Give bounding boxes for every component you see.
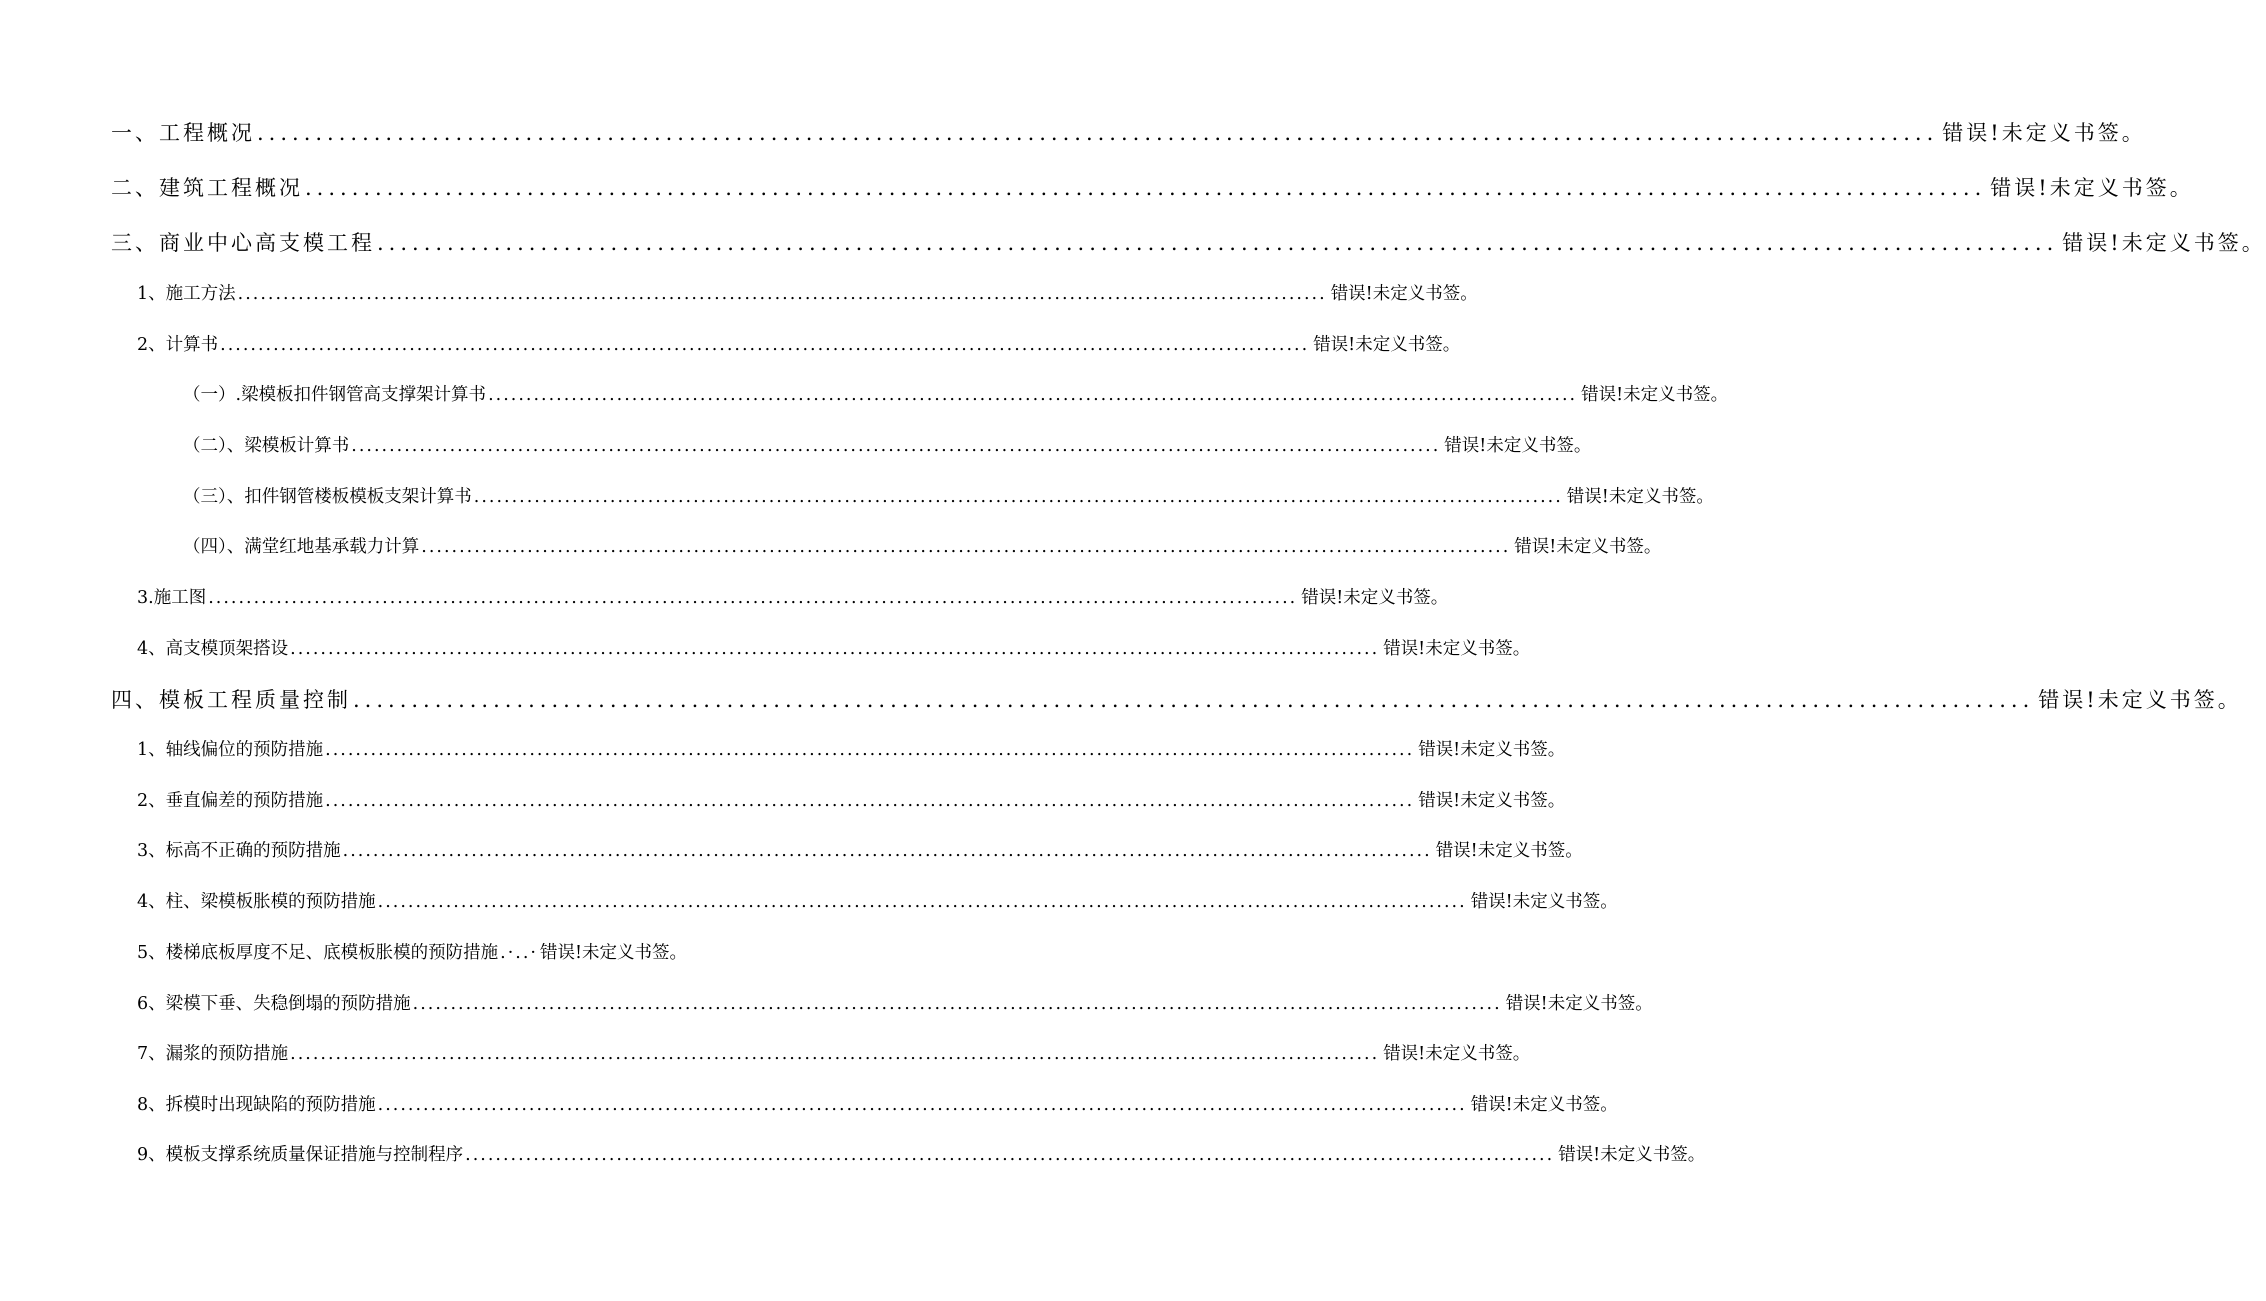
toc-dot-leader: ................................................................................................................................................ bbox=[305, 176, 1987, 200]
toc-entry-title: 9、模板支撑系统质量保证措施与控制程序 bbox=[137, 1145, 464, 1165]
toc-entry-title: 三、商业中心高支模工程 bbox=[111, 231, 375, 255]
toc-entry-level2[interactable] bbox=[137, 1040, 1531, 1065]
toc-dot-leader: ................................................................................................................................................ bbox=[377, 892, 1467, 912]
toc-dot-leader: .·..· bbox=[500, 943, 538, 963]
toc-entry-level2[interactable] bbox=[137, 331, 1461, 356]
toc-entry-title: 3.施工图 bbox=[137, 588, 207, 608]
toc-page-ref: 错误!未定义书签。 bbox=[1566, 487, 1714, 507]
toc-entry-level3[interactable] bbox=[183, 533, 1662, 558]
toc-entry-level2[interactable] bbox=[137, 736, 1566, 761]
toc-entry-title: 4、柱、梁模板胀模的预防措施 bbox=[137, 892, 376, 912]
toc-entry-title: 二、建筑工程概况 bbox=[111, 176, 303, 200]
toc-entry-title: 8、拆模时出现缺陷的预防措施 bbox=[137, 1095, 376, 1115]
toc-page-ref: 错误!未定义书签。 bbox=[1558, 1145, 1706, 1165]
toc-entry-level1[interactable] bbox=[111, 684, 2242, 714]
toc-page-ref: 错误!未定义书签。 bbox=[1418, 740, 1566, 760]
toc-page-ref: 错误!未定义书签。 bbox=[1383, 1044, 1531, 1064]
toc-entry-title: 6、梁模下垂、失稳倒塌的预防措施 bbox=[137, 994, 411, 1014]
toc-dot-leader: ................................................................................................................................................ bbox=[237, 284, 1327, 304]
toc-entry-title: 1、施工方法 bbox=[137, 284, 236, 304]
toc-entry-level2[interactable] bbox=[137, 939, 812, 964]
toc-entry-level2[interactable] bbox=[137, 635, 1531, 660]
toc-entry-level2[interactable] bbox=[137, 787, 1566, 812]
toc-entry-level2[interactable] bbox=[137, 888, 1618, 913]
toc-page-ref: 错误!未定义书签。 bbox=[1301, 588, 1449, 608]
toc-dot-leader: ................................................................................................................................................ bbox=[473, 487, 1563, 507]
toc-entry-level2[interactable] bbox=[137, 837, 1583, 862]
toc-dot-leader: ................................................................................................................................................ bbox=[325, 791, 1415, 811]
toc-entry-level2[interactable] bbox=[137, 280, 1478, 305]
toc-dot-leader: ................................................................................................................................................ bbox=[290, 639, 1380, 659]
toc-page-ref: 错误!未定义书签。 bbox=[1313, 335, 1461, 355]
toc-entry-level3[interactable] bbox=[183, 483, 1714, 508]
toc-entry-title: 4、高支模顶架搭设 bbox=[137, 639, 289, 659]
toc-dot-leader: ................................................................................................................................................ bbox=[353, 688, 2035, 712]
toc-entry-level1[interactable] bbox=[111, 227, 2266, 257]
toc-page-ref: 错误!未定义书签。 bbox=[1581, 385, 1729, 405]
toc-dot-leader: ................................................................................................................................................ bbox=[488, 385, 1578, 405]
toc-page-ref: 错误!未定义书签。 bbox=[1470, 892, 1618, 912]
toc-dot-leader: ................................................................................................................................................ bbox=[257, 121, 1939, 145]
toc-entry-level1[interactable] bbox=[111, 172, 2194, 202]
toc-dot-leader: ................................................................................................................................................ bbox=[351, 436, 1441, 456]
toc-dot-leader: ................................................................................................................................................ bbox=[325, 740, 1415, 760]
toc-dot-leader: ................................................................................................................................................ bbox=[377, 1095, 1467, 1115]
toc-dot-leader: ................................................................................................................................................ bbox=[465, 1145, 1555, 1165]
toc-page-ref: 错误!未定义书签。 bbox=[2062, 231, 2266, 255]
toc-page-ref: 错误!未定义书签。 bbox=[539, 943, 688, 963]
toc-page-ref: 错误!未定义书签。 bbox=[1942, 121, 2146, 145]
toc-dot-leader: ................................................................................................................................................ bbox=[220, 335, 1310, 355]
toc-entry-level2[interactable] bbox=[137, 1091, 1618, 1116]
toc-page-ref: 错误!未定义书签。 bbox=[1514, 537, 1662, 557]
toc-page-ref: 错误!未定义书签。 bbox=[2038, 688, 2242, 712]
toc-page-ref: 错误!未定义书签。 bbox=[1505, 994, 1653, 1014]
toc-dot-leader: ................................................................................................................................................ bbox=[208, 588, 1298, 608]
toc-entry-title: 2、垂直偏差的预防措施 bbox=[137, 791, 324, 811]
toc-dot-leader: ................................................................................................................................................ bbox=[412, 994, 1502, 1014]
toc-page-ref: 错误!未定义书签。 bbox=[1330, 284, 1478, 304]
toc-entry-title: 一、工程概况 bbox=[111, 121, 255, 145]
toc-dot-leader: ................................................................................................................................................ bbox=[342, 841, 1432, 861]
toc-page-ref: 错误!未定义书签。 bbox=[1990, 176, 2194, 200]
toc-entry-title: （一）.梁模板扣件钢管高支撑架计算书 bbox=[183, 385, 487, 405]
toc-page-ref: 错误!未定义书签。 bbox=[1444, 436, 1592, 456]
toc-entry-title: 5、楼梯底板厚度不足、底模板胀模的预防措施 bbox=[137, 943, 499, 963]
toc-entry-level3[interactable] bbox=[183, 432, 1592, 457]
toc-dot-leader: ................................................................................................................................................ bbox=[290, 1044, 1380, 1064]
toc-entry-title: （三）、扣件钢管楼板模板支架计算书 bbox=[183, 487, 472, 507]
toc-page-ref: 错误!未定义书签。 bbox=[1435, 841, 1583, 861]
toc-entry-title: （二）、梁模板计算书 bbox=[183, 436, 350, 456]
toc-entry-level3[interactable] bbox=[183, 381, 1729, 406]
toc-entry-title: 3、标高不正确的预防措施 bbox=[137, 841, 341, 861]
toc-dot-leader: ................................................................................................................................................ bbox=[421, 537, 1511, 557]
toc-dot-leader: ................................................................................................................................................ bbox=[377, 231, 2059, 255]
toc-entry-title: 2、计算书 bbox=[137, 335, 219, 355]
toc-page-ref: 错误!未定义书签。 bbox=[1418, 791, 1566, 811]
toc-entry-level1[interactable] bbox=[111, 117, 2146, 147]
toc-page-ref: 错误!未定义书签。 bbox=[1470, 1095, 1618, 1115]
toc-entry-title: 7、漏浆的预防措施 bbox=[137, 1044, 289, 1064]
toc-entry-level2[interactable] bbox=[137, 1141, 1706, 1166]
toc-entry-title: 1、轴线偏位的预防措施 bbox=[137, 740, 324, 760]
toc-entry-title: （四）、满堂红地基承载力计算 bbox=[183, 537, 420, 557]
toc-entry-title: 四、模板工程质量控制 bbox=[111, 688, 351, 712]
toc-entry-level2[interactable] bbox=[137, 584, 1449, 609]
toc-entry-level2[interactable] bbox=[137, 990, 1653, 1015]
toc-page-ref: 错误!未定义书签。 bbox=[1383, 639, 1531, 659]
